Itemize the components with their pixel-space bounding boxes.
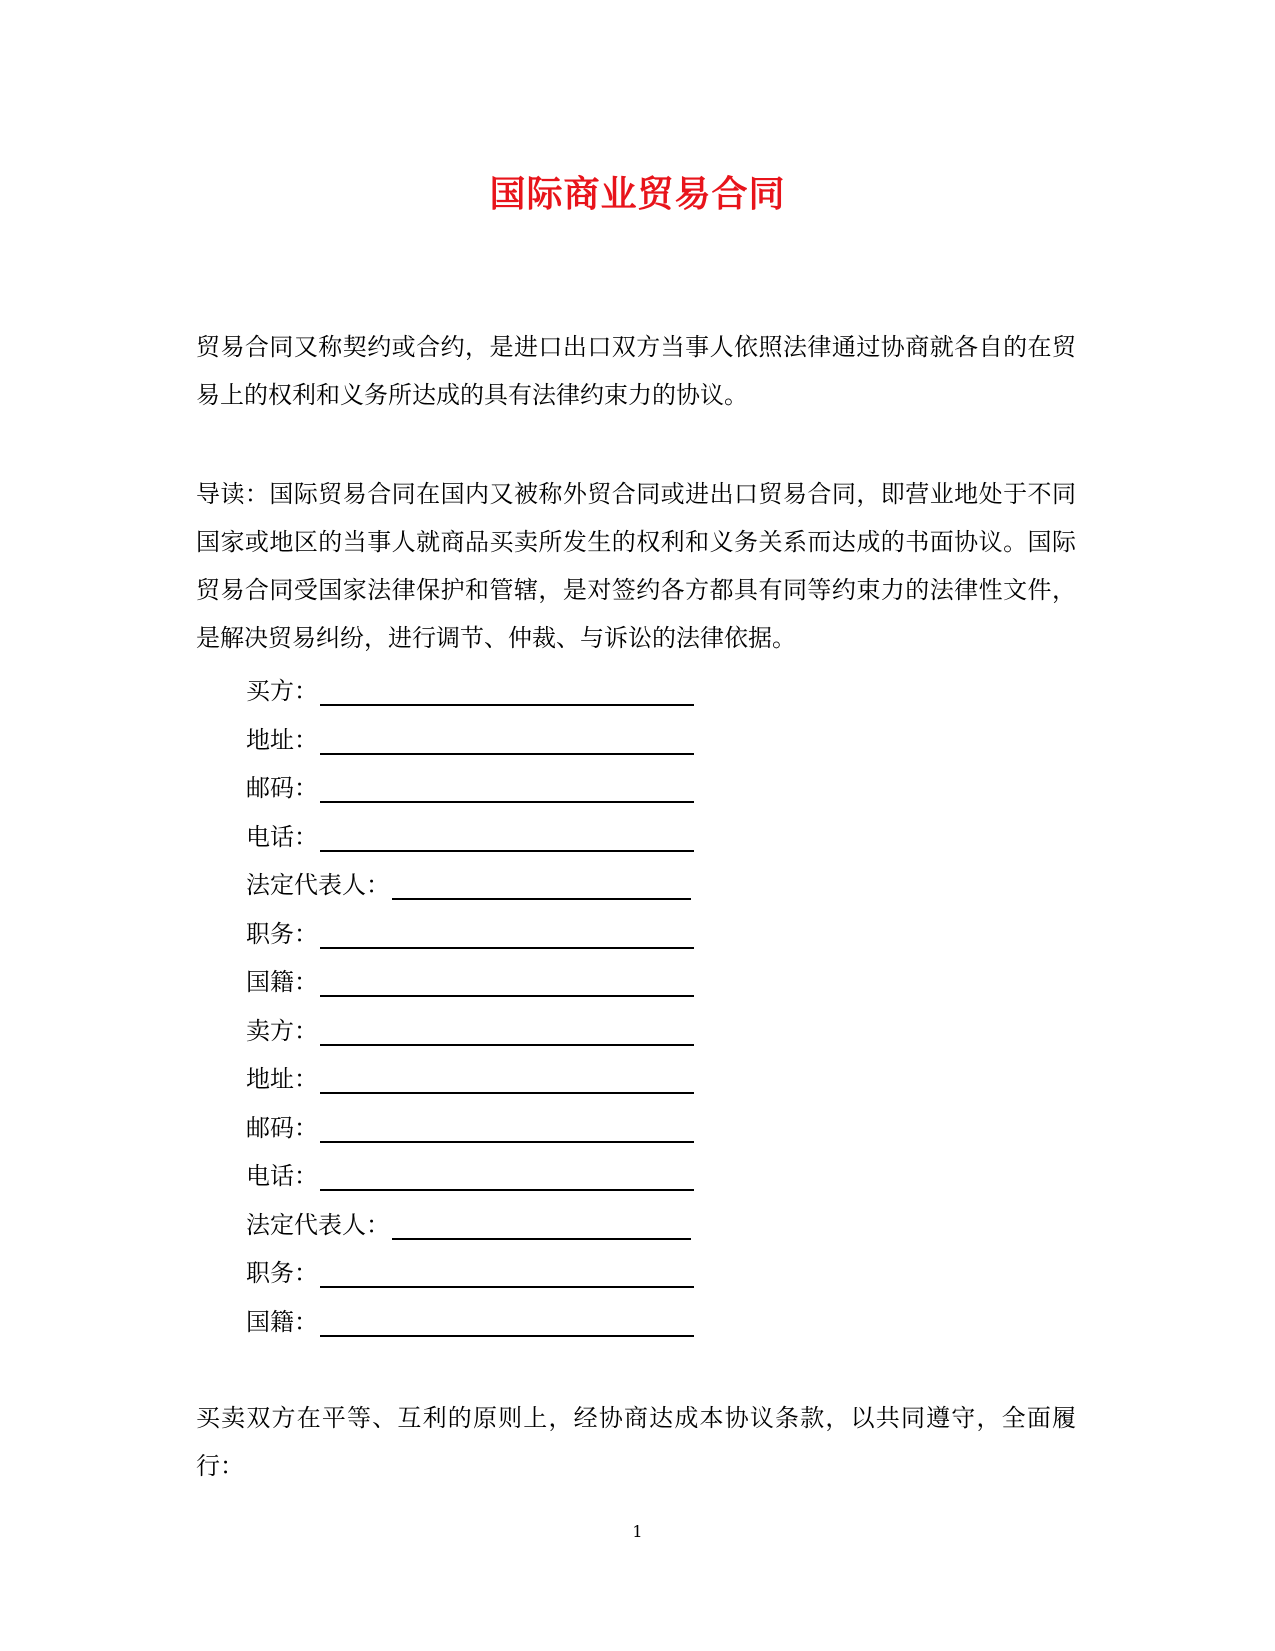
blank-line[interactable] [320,967,694,997]
guide-paragraph: 导读：国际贸易合同在国内又被称外贸合同或进出口贸易合同，即营业地处于不同国家或地区的当事人就商品买卖所发生的权利和义务关系而达成的书面协议。国际贸易合同受国家法律保护和管辖，是对签约各方都具有同等约束力的法律性文件，是解决贸易纠纷，进行调节、仲裁、与诉讼的法律依据。 [196,480,1076,652]
blank-line[interactable] [320,725,694,755]
seller-field [246,1007,694,1056]
field-label: 职务： [246,1259,318,1288]
blank-line[interactable] [320,676,694,706]
closing-paragraph: 买卖双方在平等、互利的原则上，经协商达成本协议条款，以共同遵守，全面履行： [196,1404,1076,1480]
page-number: 1 [632,1522,643,1541]
blank-line[interactable] [320,1064,694,1094]
seller-address-field [246,1055,694,1104]
field-label: 卖方： [246,1016,318,1045]
field-label: 法定代表人： [246,871,390,900]
blank-line[interactable] [320,1161,694,1191]
blank-line[interactable] [320,1258,694,1288]
field-label: 电话： [246,822,318,851]
party-fields [246,667,694,1346]
blank-line[interactable] [320,822,694,852]
seller-phone-field [246,1152,694,1201]
field-label: 法定代表人： [246,1210,390,1239]
seller-nationality-field [246,1298,694,1347]
blank-line[interactable] [320,773,694,803]
field-label: 邮码： [246,774,318,803]
blank-line[interactable] [320,919,694,949]
field-label: 邮码： [246,1113,318,1142]
blank-line[interactable] [392,870,691,900]
document-title: 国际商业贸易合同 [489,173,786,215]
buyer-postcode-field [246,764,694,813]
field-label: 地址： [246,1065,318,1094]
blank-line[interactable] [392,1210,691,1240]
buyer-address-field [246,716,694,765]
field-label: 买方： [246,677,318,706]
blank-line[interactable] [320,1016,694,1046]
field-label: 国籍： [246,1307,318,1336]
blank-line[interactable] [320,1113,694,1143]
buyer-field [246,667,694,716]
seller-postcode-field [246,1104,694,1153]
buyer-position-field [246,910,694,959]
seller-representative-field [246,1201,694,1250]
buyer-representative-field [246,861,694,910]
buyer-phone-field [246,813,694,862]
field-label: 职务： [246,919,318,948]
blank-line[interactable] [320,1307,694,1337]
field-label: 地址： [246,725,318,754]
field-label: 国籍： [246,968,318,997]
buyer-nationality-field [246,958,694,1007]
seller-position-field [246,1249,694,1298]
intro-paragraph: 贸易合同又称契约或合约，是进口出口双方当事人依照法律通过协商就各自的在贸易上的权利和义务所达成的具有法律约束力的协议。 [196,333,1076,409]
field-label: 电话： [246,1162,318,1191]
